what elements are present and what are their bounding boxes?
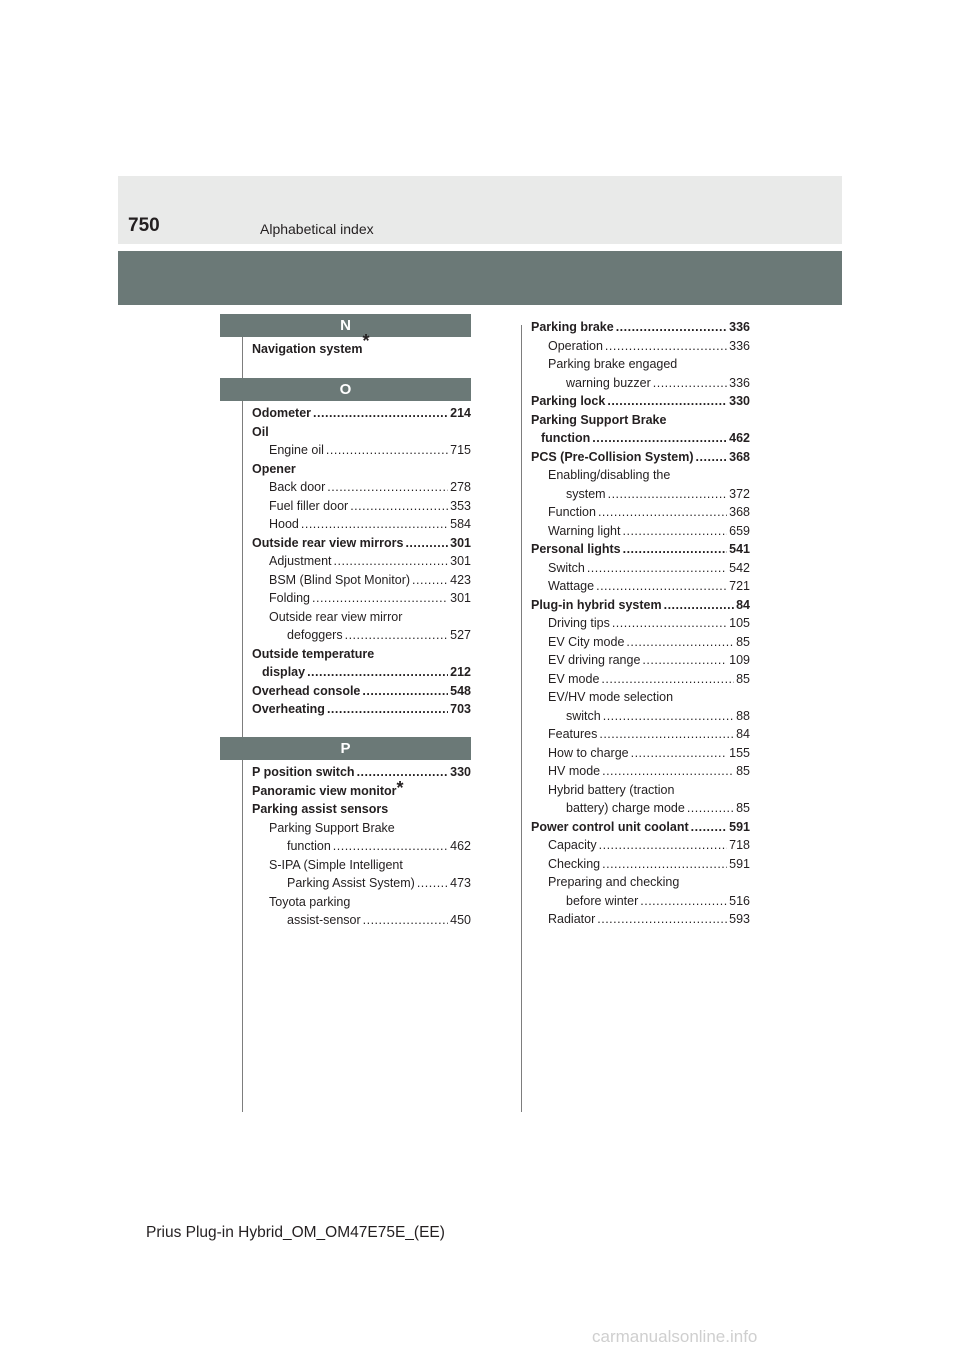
dot-leader xyxy=(603,337,727,356)
entry-page-number: 353 xyxy=(450,498,471,513)
entry-term: warning buzzer xyxy=(566,375,651,390)
entry-term: Wattage xyxy=(548,579,595,593)
index-entry xyxy=(531,633,750,652)
entry-term: Function xyxy=(548,505,596,519)
dot-leader xyxy=(305,663,448,682)
column-divider-right xyxy=(521,325,522,1112)
index-entry xyxy=(531,614,750,633)
entry-page-number: 372 xyxy=(729,486,750,501)
column-divider-left xyxy=(242,325,243,1112)
entry-page-number: 330 xyxy=(729,394,750,408)
index-entry xyxy=(252,608,471,627)
header-band xyxy=(118,176,842,244)
index-entry xyxy=(531,781,750,800)
index-entry xyxy=(252,763,471,782)
entry-term: Parking Assist System) xyxy=(287,876,415,890)
entry-page-number: 85 xyxy=(736,634,750,649)
entry-term: Fuel filler door xyxy=(269,498,349,513)
dot-leader xyxy=(597,836,728,855)
dot-leader xyxy=(606,485,728,504)
entry-page-number: 703 xyxy=(450,702,471,716)
index-entry xyxy=(252,441,471,460)
entry-page-number: 109 xyxy=(729,653,750,667)
entry-page-number: 462 xyxy=(729,431,750,445)
footer-manual-id: Prius Plug-in Hybrid_OM_OM47E75E_(EE) xyxy=(146,1224,445,1241)
right-column-entries xyxy=(531,318,750,929)
page-number: 750 xyxy=(128,215,160,236)
dot-leader xyxy=(621,540,728,559)
index-entry xyxy=(252,893,471,912)
entry-page-number: 368 xyxy=(729,505,750,519)
dot-leader xyxy=(590,429,727,448)
entry-term: Capacity xyxy=(548,838,597,852)
entry-term: battery) charge mode xyxy=(566,801,685,815)
entry-page-number: 368 xyxy=(729,449,750,464)
entry-page-number: 336 xyxy=(729,338,750,353)
dot-leader xyxy=(310,589,448,608)
index-entry xyxy=(252,645,471,664)
index-entry xyxy=(252,404,471,423)
entry-term: before winter xyxy=(566,893,639,908)
index-entry xyxy=(252,626,471,645)
entry-term: How to charge xyxy=(548,745,629,760)
index-entry xyxy=(252,800,471,819)
entry-term: switch xyxy=(566,708,601,723)
entry-term: Toyota parking xyxy=(269,894,351,909)
index-entry xyxy=(531,559,750,578)
entry-term: Parking Support Brake xyxy=(531,412,667,427)
index-entry xyxy=(252,478,471,497)
dot-leader xyxy=(600,762,734,781)
entry-term: PCS (Pre-Collision System) xyxy=(531,449,694,464)
entry-term: Plug-in hybrid system xyxy=(531,597,662,612)
dot-leader xyxy=(651,374,727,393)
index-entry xyxy=(531,836,750,855)
entry-page-number: 591 xyxy=(729,819,750,834)
index-entry xyxy=(531,411,750,430)
index-entry xyxy=(531,485,750,504)
entry-term: Parking brake xyxy=(531,320,614,334)
entry-term: Adjustment xyxy=(269,554,332,568)
entry-term: Personal lights xyxy=(531,542,621,556)
page-title: Alphabetical index xyxy=(260,221,374,237)
index-entry xyxy=(531,670,750,689)
entry-term: function xyxy=(541,431,591,445)
entry-page-number: 85 xyxy=(736,671,750,686)
index-entry xyxy=(531,762,750,781)
entry-page-number: 527 xyxy=(450,628,471,642)
section-n-entries xyxy=(252,330,471,359)
section-header-p: P xyxy=(220,737,471,760)
entry-term: Overhead console xyxy=(252,683,361,698)
dot-leader xyxy=(331,837,448,856)
index-entry xyxy=(252,330,471,359)
entry-term: Folding xyxy=(269,591,310,605)
entry-term: HV mode xyxy=(548,764,601,778)
dot-leader xyxy=(410,571,448,590)
entry-page-number: 85 xyxy=(736,764,750,778)
index-entry xyxy=(531,873,750,892)
dot-leader xyxy=(360,682,448,701)
entry-page-number: 516 xyxy=(729,893,750,908)
entry-page-number: 462 xyxy=(450,839,471,853)
entry-term: BSM (Blind Spot Monitor) xyxy=(269,572,411,587)
index-entry xyxy=(531,744,750,763)
entry-page-number: 473 xyxy=(450,876,471,890)
entry-page-number: 715 xyxy=(450,443,471,457)
entry-term: Parking lock xyxy=(531,394,606,408)
index-entry xyxy=(531,318,750,337)
entry-page-number: 718 xyxy=(729,838,750,852)
index-entry xyxy=(252,819,471,838)
entry-term: EV mode xyxy=(548,671,600,686)
entry-page-number: 212 xyxy=(450,665,471,679)
entry-term: Driving tips xyxy=(548,616,610,630)
entry-page-number: 278 xyxy=(450,480,471,494)
dot-leader xyxy=(600,855,727,874)
entry-term: Power control unit coolant xyxy=(531,819,689,834)
entry-page-number: 591 xyxy=(729,856,750,871)
entry-page-number: 88 xyxy=(736,708,750,723)
index-entry xyxy=(531,596,750,615)
dot-leader xyxy=(640,651,727,670)
entry-page-number: 450 xyxy=(450,913,471,927)
dot-leader xyxy=(595,910,727,929)
entry-term: system xyxy=(566,486,606,501)
section-o-entries xyxy=(252,404,471,719)
entry-term: Outside temperature xyxy=(252,646,375,661)
entry-page-number: 593 xyxy=(729,912,750,926)
index-entry xyxy=(252,837,471,856)
dot-leader xyxy=(299,515,448,534)
entry-term: defoggers xyxy=(287,628,343,642)
entry-term: Odometer xyxy=(252,406,312,420)
index-entry xyxy=(531,392,750,411)
dot-leader xyxy=(311,404,448,423)
entry-term: Opener xyxy=(252,461,296,476)
dot-leader xyxy=(638,892,727,911)
dot-leader xyxy=(610,614,727,633)
entry-page-number: 659 xyxy=(729,523,750,538)
entry-term: Features xyxy=(548,727,598,741)
entry-term: EV driving range xyxy=(548,653,641,667)
entry-term: EV City mode xyxy=(548,634,625,649)
index-entry xyxy=(531,818,750,837)
section-p-entries xyxy=(252,763,471,930)
entry-term: Parking assist sensors xyxy=(252,802,389,816)
header-dark-band xyxy=(118,251,842,305)
section-header-n: N xyxy=(220,314,471,337)
index-entry xyxy=(252,663,471,682)
dot-leader xyxy=(601,707,734,726)
entry-page-number: 301 xyxy=(450,535,471,550)
index-entry xyxy=(252,460,471,479)
entry-term: display xyxy=(262,665,306,679)
entry-term: assist-sensor xyxy=(287,913,361,927)
entry-term: Hood xyxy=(269,517,299,531)
entry-page-number: 721 xyxy=(729,579,750,593)
dot-leader xyxy=(594,577,727,596)
index-entry xyxy=(531,688,750,707)
index-entry xyxy=(252,534,471,553)
entry-term: Hybrid battery (traction xyxy=(548,782,675,797)
index-entry xyxy=(531,651,750,670)
index-entry xyxy=(252,589,471,608)
entry-page-number: 84 xyxy=(736,597,750,612)
entry-term: Parking brake engaged xyxy=(548,357,678,371)
index-entry xyxy=(252,911,471,930)
dot-leader xyxy=(596,503,727,522)
watermark: carmanualsonline.info xyxy=(592,1327,758,1346)
entry-term: Parking Support Brake xyxy=(269,820,395,835)
index-entry xyxy=(531,725,750,744)
dot-leader xyxy=(599,670,734,689)
entry-term: Operation xyxy=(548,338,603,353)
entry-page-number: 105 xyxy=(729,616,750,630)
entry-page-number: 548 xyxy=(450,683,471,698)
entry-page-number: 301 xyxy=(450,591,471,605)
dot-leader xyxy=(332,552,449,571)
dot-leader xyxy=(324,441,448,460)
index-entry xyxy=(252,856,471,875)
dot-leader xyxy=(585,559,727,578)
dot-leader xyxy=(629,744,728,763)
dot-leader xyxy=(689,818,727,837)
dot-leader xyxy=(694,448,728,467)
entry-term: Checking xyxy=(548,856,601,871)
index-entry xyxy=(252,700,471,719)
index-entry xyxy=(252,682,471,701)
entry-term: Switch xyxy=(548,560,585,575)
index-entry xyxy=(252,515,471,534)
dot-leader xyxy=(662,596,735,615)
dot-leader xyxy=(597,725,734,744)
entry-term: Outside rear view mirror xyxy=(269,609,403,624)
entry-term: Outside rear view mirrors xyxy=(252,535,404,550)
dot-leader xyxy=(325,478,448,497)
entry-term: function xyxy=(287,839,331,853)
index-entry xyxy=(531,448,750,467)
entry-term: S-IPA (Simple Intelligent xyxy=(269,857,403,872)
index-entry xyxy=(531,910,750,929)
index-entry xyxy=(252,497,471,516)
entry-page-number: 423 xyxy=(450,572,471,587)
entry-page-number: 542 xyxy=(729,560,750,575)
entry-term: Enabling/disabling the xyxy=(548,468,671,482)
dot-leader xyxy=(361,911,449,930)
index-entry xyxy=(252,571,471,590)
index-entry xyxy=(531,337,750,356)
dot-leader xyxy=(624,633,734,652)
dot-leader xyxy=(343,626,449,645)
index-entry xyxy=(531,577,750,596)
entry-page-number: 541 xyxy=(729,542,750,556)
dot-leader xyxy=(403,534,448,553)
entry-page-number: 336 xyxy=(729,320,750,334)
dot-leader xyxy=(685,799,734,818)
entry-term: Preparing and checking xyxy=(548,875,680,889)
entry-page-number: 155 xyxy=(729,745,750,760)
entry-term: Oil xyxy=(252,424,269,439)
entry-page-number: 85 xyxy=(736,801,750,815)
index-entry xyxy=(531,355,750,374)
index-entry xyxy=(252,423,471,442)
entry-term: Engine oil xyxy=(269,443,324,457)
entry-page-number: 214 xyxy=(450,406,471,420)
index-entry xyxy=(531,522,750,541)
index-entry xyxy=(252,552,471,571)
entry-page-number: 584 xyxy=(450,517,471,531)
index-entry xyxy=(531,855,750,874)
entry-term: Panoramic view monitor xyxy=(252,783,397,798)
entry-page-number: 301 xyxy=(450,554,471,568)
index-entry: Panoramic view monitor * xyxy=(252,782,471,801)
dot-leader xyxy=(621,522,728,541)
dot-leader xyxy=(605,392,727,411)
entry-term: Navigation system* xyxy=(252,330,370,356)
section-header-o: O xyxy=(220,378,471,401)
index-entry xyxy=(531,799,750,818)
index-entry xyxy=(531,466,750,485)
entry-term: Radiator xyxy=(548,912,596,926)
entry-term: P position switch xyxy=(252,765,355,779)
dot-leader xyxy=(348,497,448,516)
entry-page-number: 84 xyxy=(736,727,750,741)
index-entry xyxy=(252,874,471,893)
index-entry xyxy=(531,707,750,726)
entry-page-number: 336 xyxy=(729,375,750,390)
index-entry xyxy=(531,374,750,393)
entry-term: EV/HV mode selection xyxy=(548,690,674,704)
asterisk-mark: * xyxy=(362,330,370,351)
index-entry xyxy=(531,429,750,448)
index-entry xyxy=(531,503,750,522)
entry-page-number: 330 xyxy=(450,765,471,779)
dot-leader xyxy=(325,700,448,719)
index-entry xyxy=(531,892,750,911)
dot-leader xyxy=(415,874,448,893)
dot-leader xyxy=(614,318,727,337)
entry-term: Back door xyxy=(269,480,326,494)
index-entry xyxy=(531,540,750,559)
entry-term: Warning light xyxy=(548,523,621,538)
entry-term: Overheating xyxy=(252,702,325,716)
